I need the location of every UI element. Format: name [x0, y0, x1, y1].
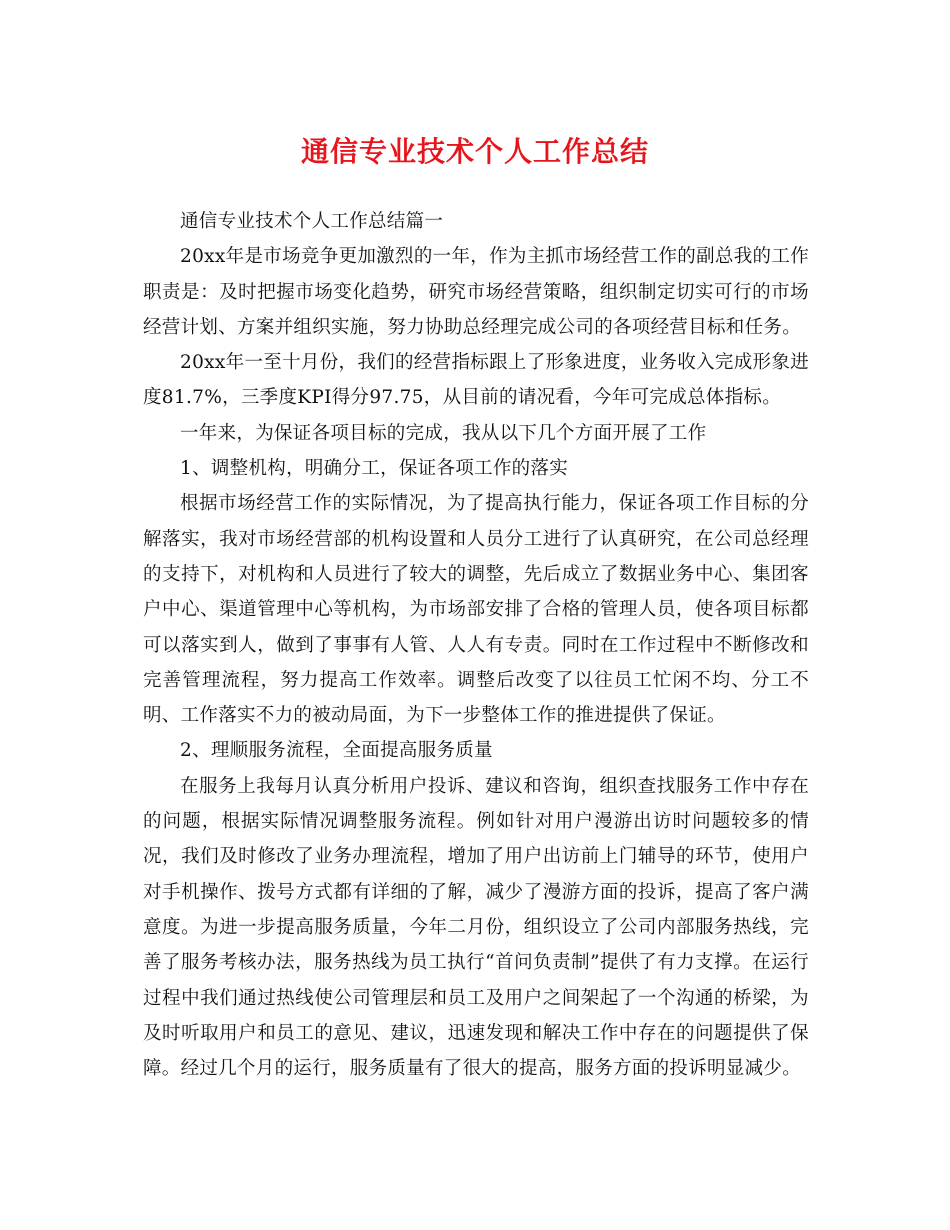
paragraph: 在服务上我每月认真分析用户投诉、建议和咨询，组织查找服务工作中存在的问题，根据实际情况调整服务流程。例如针对用户漫游出访时问题较多的情况，我们及时修改了业务办理流程，增加了用户出访前上门辅导的环节，使用户对手机操作、拨号方式都有详细的了解，减少了漫游方面的投诉，提高了客户满意度。为进一步提高服务质量，今年二月份，组织设立了公司内部服务热线，完善了服务考核办法，服务热线为员工执行“首问负责制”提供了有力支撑。在运行过程中我们通过热线使公司管理层和员工及用户之间架起了一个沟通的桥梁，为及时听取用户和员工的意见、建议，迅速发现和解决工作中存在的问题提供了保障。经过几个月的运行，服务质量有了很大的提高，服务方面的投诉明显减少。 [143, 775, 809, 1080]
section-heading: 2、理顺服务流程，全面提高服务质量 [180, 740, 493, 762]
document-title: 通信专业技术个人工作总结 [300, 135, 649, 168]
document-body [143, 204, 809, 1086]
paragraph: 20xx年一至十月份，我们的经营指标跟上了形象进度，业务收入完成形象进度81.7%，三季度KPI得分97.75，从目前的请况看，今年可完成总体指标。 [143, 352, 809, 409]
section-heading: 1、调整机构，明确分工，保证各项工作的落实 [180, 458, 569, 480]
paragraph: 20xx年是市场竞争更加激烈的一年，作为主抓市场经营工作的副总我的工作职责是：及时把握市场变化趋势，研究市场经营策略，组织制定切实可行的市场经营计划、方案并组织实施，努力协助总经理完成公司的各项经营目标和任务。 [143, 246, 809, 338]
paragraph: 根据市场经营工作的实际情况，为了提高执行能力，保证各项工作目标的分解落实，我对市场经营部的机构设置和人员分工进行了认真研究，在公司总经理的支持下，对机构和人员进行了较大的调整，先后成立了数据业务中心、集团客户中心、渠道管理中心等机构，为市场部安排了合格的管理人员，使各项目标都可以落实到人，做到了事事有人管、人人有专责。同时在工作过程中不断修改和完善管理流程，努力提高工作效率。调整后改变了以往员工忙闲不均、分工不明、工作落实不力的被动局面，为下一步整体工作的推进提供了保证。 [143, 493, 809, 727]
paragraph: 一年来，为保证各项目标的完成，我从以下几个方面开展了工作 [180, 422, 707, 444]
paragraph-subtitle: 通信专业技术个人工作总结篇一 [180, 211, 444, 232]
